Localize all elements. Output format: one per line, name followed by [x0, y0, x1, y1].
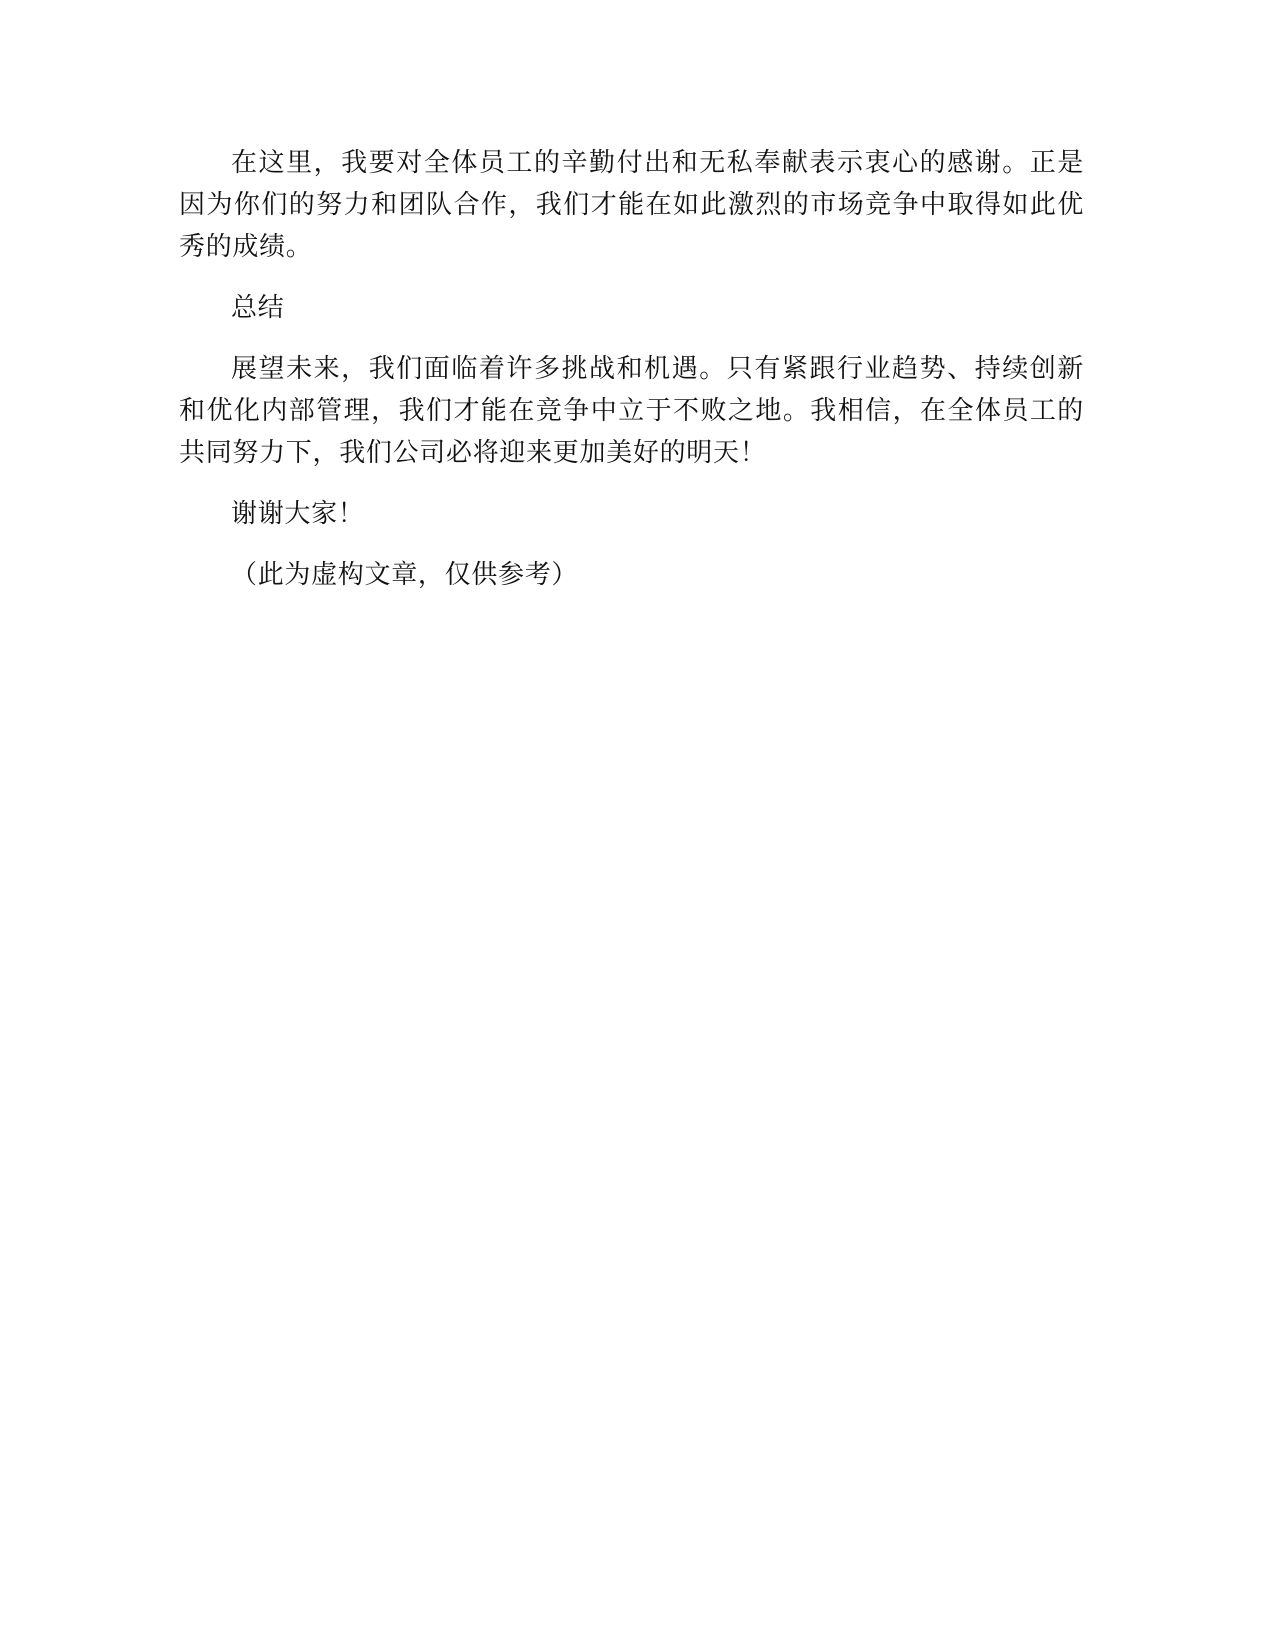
- disclaimer-note: （此为虚构文章，仅供参考）: [231, 560, 579, 590]
- section-heading-summary: 总结: [231, 293, 285, 323]
- document-body: [179, 142, 1084, 596]
- thanks-paragraph: 在这里，我要对全体员工的辛勤付出和无私奉献表示衷心的感谢。正是因为你们的努力和团队合作，我们才能在如此激烈的市场竞争中取得如此优秀的成绩。: [179, 148, 1084, 262]
- closing-line: 谢谢大家！: [231, 499, 365, 529]
- outlook-paragraph: 展望未来，我们面临着许多挑战和机遇。只有紧跟行业趋势、持续创新和优化内部管理，我们才能在竞争中立于不败之地。我相信，在全体员工的共同努力下，我们公司必将迎来更加美好的明天！: [179, 354, 1084, 468]
